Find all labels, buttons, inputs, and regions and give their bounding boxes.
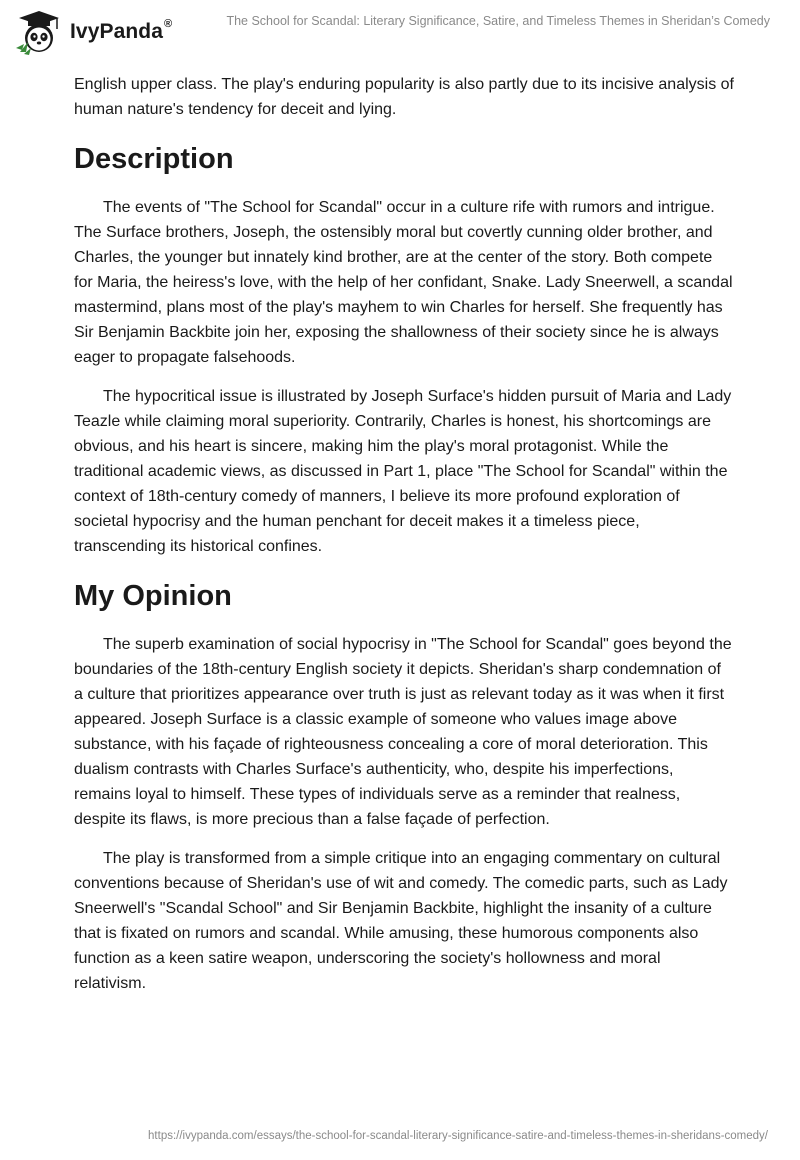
page-header [0, 0, 800, 60]
intro-paragraph: English upper class. The play's enduring popularity is also partly due to its incisive analysis of human nature's tendency for deceit and lying. [74, 76, 734, 118]
panda-logo-icon [14, 8, 64, 56]
article-body [74, 72, 734, 1010]
description-paragraph-2: The hypocritical issue is illustrated by Joseph Surface's hidden pursuit of Maria and Lady Teazle while claiming moral superiority. Contrarily, Charles is honest, his shortcomings are obvious, and his heart is sincere, making him the play's moral protagonist. While the traditional academic views, as discussed in Part 1, place "The School for Scandal" within the context of 18th-century comedy of manners, I believe its more profound exploration of societal hypocrisy and the human penchant for deceit makes it a timeless piece, transcending its historical confines. [74, 388, 732, 555]
section-heading-description: Description [74, 143, 234, 175]
description-paragraph-1: The events of "The School for Scandal" occur in a culture rife with rumors and intrigue. The Surface brothers, Joseph, the ostensibly moral but covertly cunning older brother, and Charles, the younger but innately kind brother, are at the center of the story. Both compete for Maria, the heiress's love, with the help of her confidant, Snake. Lady Sneerwell, a scandal mastermind, plans most of the play's mayhem to win Charles for herself. She frequently has Sir Benjamin Backbite join her, exposing the shallowness of their society since he is always eager to propagate falsehoods. [74, 199, 733, 366]
section-heading-opinion: My Opinion [74, 580, 232, 612]
brand-name [70, 20, 172, 44]
document-title: The School for Scandal: Literary Significance, Satire, and Timeless Themes in Sheridan’s Comedy [226, 14, 770, 28]
opinion-paragraph-1: The superb examination of social hypocrisy in "The School for Scandal" goes beyond the boundaries of the 18th-century English society it depicts. Sheridan's sharp condemnation of a culture that prioritizes appearance over truth is just as relevant today as it was when it first appeared. Joseph Surface is a classic example of someone who values image above substance, with his façade of righteousness concealing a core of moral deterioration. This dualism contrasts with Charles Surface's authenticity, who, despite his imperfections, remains loyal to himself. These types of individuals serve as a reminder that realness, despite its flaws, is more precious than a false façade of perfection. [74, 636, 732, 828]
registered-mark: ® [164, 18, 173, 30]
ivypanda-logo[interactable] [14, 8, 172, 56]
source-url[interactable]: https://ivypanda.com/essays/the-school-for-scandal-literary-significance-satire-and-timeless-themes-in-sheridans-comedy/ [148, 1130, 768, 1142]
opinion-paragraph-2: The play is transformed from a simple critique into an engaging commentary on cultural conventions because of Sheridan's use of wit and comedy. The comedic parts, such as Lady Sneerwell's "Scandal School" and Sir Benjamin Backbite, highlight the insanity of a culture that is fixated on rumors and scandal. While amusing, these humorous components also function as a keen satire weapon, underscoring the society's hollowness and moral relativism. [74, 850, 728, 992]
brand-label: IvyPanda [70, 20, 164, 43]
